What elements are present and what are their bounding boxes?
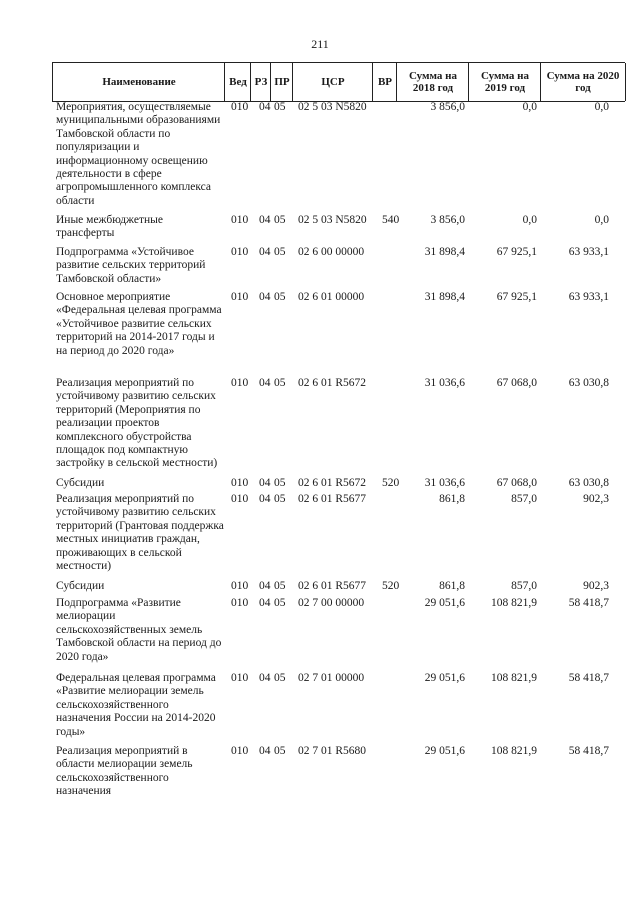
row-ved: 010 <box>231 246 249 258</box>
row-csr: 02 5 03 N5820 <box>298 101 367 113</box>
row-pr: 05 <box>274 672 286 684</box>
row-csr: 02 6 01 R5677 <box>298 580 367 592</box>
row-csr: 02 6 01 R5672 <box>298 377 367 389</box>
row-sum-2018: 31 036,6 <box>424 377 465 389</box>
row-sum-2020: 63 933,1 <box>568 246 609 258</box>
row-pr: 05 <box>274 477 286 489</box>
row-name: Реализация мероприятий в области мелиорации земель сельскохозяйственного назначения <box>56 745 193 798</box>
header-vr: ВР <box>372 63 397 101</box>
table-header <box>52 62 625 102</box>
row-sum-2019: 857,0 <box>511 580 537 592</box>
page-number: 211 <box>311 37 329 51</box>
row-ved: 010 <box>231 214 249 226</box>
row-sum-2018: 31 898,4 <box>424 246 465 258</box>
row-csr: 02 7 01 00000 <box>298 672 365 684</box>
row-sum-2018: 861,8 <box>439 493 465 505</box>
row-pr: 05 <box>274 291 286 303</box>
row-pr: 05 <box>274 580 286 592</box>
row-sum-2020: 63 933,1 <box>568 291 609 303</box>
row-csr: 02 6 01 00000 <box>298 291 365 303</box>
row-name: Реализация мероприятий по устойчивому развитию сельских территорий (Мероприятия по реализации проектов комплексного обустройства площадок под компактную застройку в сельской местности) <box>56 377 218 470</box>
row-ved: 010 <box>231 597 249 609</box>
row-rz: 04 <box>259 101 271 113</box>
row-sum-2019: 108 821,9 <box>491 745 537 757</box>
row-pr: 05 <box>274 246 286 258</box>
row-rz: 04 <box>259 580 271 592</box>
row-sum-2018: 29 051,6 <box>424 745 465 757</box>
header-name: Наименование <box>52 63 225 101</box>
row-sum-2018: 29 051,6 <box>424 597 465 609</box>
row-csr: 02 5 03 N5820 <box>298 214 367 226</box>
row-sum-2018: 31 898,4 <box>424 291 465 303</box>
row-csr: 02 6 01 R5677 <box>298 493 367 505</box>
row-pr: 05 <box>274 214 286 226</box>
row-vr: 520 <box>382 477 400 489</box>
row-sum-2019: 857,0 <box>511 493 537 505</box>
row-sum-2020: 63 030,8 <box>568 477 609 489</box>
row-vr: 520 <box>382 580 400 592</box>
row-rz: 04 <box>259 377 271 389</box>
header-sum-2020: Сумма на 2020 год <box>540 63 626 101</box>
row-ved: 010 <box>231 477 249 489</box>
row-csr: 02 6 01 R5672 <box>298 477 367 489</box>
header-csr: ЦСР <box>292 63 373 101</box>
row-sum-2020: 58 418,7 <box>568 672 609 684</box>
row-sum-2020: 58 418,7 <box>568 597 609 609</box>
row-pr: 05 <box>274 597 286 609</box>
row-name: Подпрограмма «Устойчивое развитие сельских территорий Тамбовской области» <box>56 246 206 285</box>
row-rz: 04 <box>259 214 271 226</box>
row-sum-2020: 0,0 <box>594 214 609 226</box>
row-csr: 02 6 00 00000 <box>298 246 365 258</box>
row-sum-2019: 67 925,1 <box>496 246 537 258</box>
row-name: Основное мероприятие «Федеральная целевая программа «Устойчивое развитие сельских территорий на 2014-2017 годы и на период до 2020 года» <box>56 291 222 357</box>
row-sum-2020: 902,3 <box>583 580 609 592</box>
row-rz: 04 <box>259 246 271 258</box>
row-sum-2020: 63 030,8 <box>568 377 609 389</box>
row-sum-2019: 108 821,9 <box>491 597 537 609</box>
row-name: Иные межбюджетные трансферты <box>56 214 163 240</box>
header-sum-2018: Сумма на 2018 год <box>396 63 469 101</box>
row-sum-2018: 861,8 <box>439 580 465 592</box>
row-sum-2019: 67 925,1 <box>496 291 537 303</box>
row-name: Субсидии <box>56 580 105 592</box>
row-sum-2018: 31 036,6 <box>424 477 465 489</box>
row-ved: 010 <box>231 377 249 389</box>
row-ved: 010 <box>231 493 249 505</box>
row-name: Реализация мероприятий по устойчивому развитию сельских территорий (Грантовая поддержка местных инициатив граждан, проживающих в сельской местности) <box>56 493 224 573</box>
row-sum-2019: 108 821,9 <box>491 672 537 684</box>
header-ved: Вед <box>224 63 251 101</box>
row-pr: 05 <box>274 493 286 505</box>
row-pr: 05 <box>274 101 286 113</box>
row-name: Федеральная целевая программа «Развитие мелиорации земель сельскохозяйственного назначения России на 2014-2020 годы» <box>56 672 216 738</box>
row-csr: 02 7 01 R5680 <box>298 745 367 757</box>
header-pr: ПР <box>270 63 293 101</box>
row-ved: 010 <box>231 580 249 592</box>
row-ved: 010 <box>231 101 249 113</box>
header-sum-2019: Сумма на 2019 год <box>468 63 541 101</box>
row-pr: 05 <box>274 377 286 389</box>
row-rz: 04 <box>259 291 271 303</box>
row-sum-2018: 3 856,0 <box>430 101 465 113</box>
row-sum-2019: 0,0 <box>522 101 537 113</box>
row-pr: 05 <box>274 745 286 757</box>
header-rz: РЗ <box>250 63 271 101</box>
row-sum-2018: 29 051,6 <box>424 672 465 684</box>
row-name: Подпрограмма «Развитие мелиорации сельскохозяйственных земель Тамбовской области на период до 2020 года» <box>56 597 222 663</box>
row-sum-2020: 0,0 <box>594 101 609 113</box>
row-sum-2018: 3 856,0 <box>430 214 465 226</box>
row-rz: 04 <box>259 672 271 684</box>
row-name: Субсидии <box>56 477 105 489</box>
row-sum-2020: 902,3 <box>583 493 609 505</box>
row-vr: 540 <box>382 214 400 226</box>
row-rz: 04 <box>259 745 271 757</box>
row-csr: 02 7 00 00000 <box>298 597 365 609</box>
row-ved: 010 <box>231 745 249 757</box>
row-rz: 04 <box>259 597 271 609</box>
row-ved: 010 <box>231 672 249 684</box>
row-sum-2019: 67 068,0 <box>496 377 537 389</box>
row-name: Мероприятия, осуществляемые муниципальными образованиями Тамбовской области по популяризации и информационному освещению деятельности в сфере агропромышленного комплекса области <box>56 101 221 207</box>
row-sum-2019: 0,0 <box>522 214 537 226</box>
row-rz: 04 <box>259 493 271 505</box>
row-sum-2019: 67 068,0 <box>496 477 537 489</box>
row-sum-2020: 58 418,7 <box>568 745 609 757</box>
row-rz: 04 <box>259 477 271 489</box>
row-ved: 010 <box>231 291 249 303</box>
